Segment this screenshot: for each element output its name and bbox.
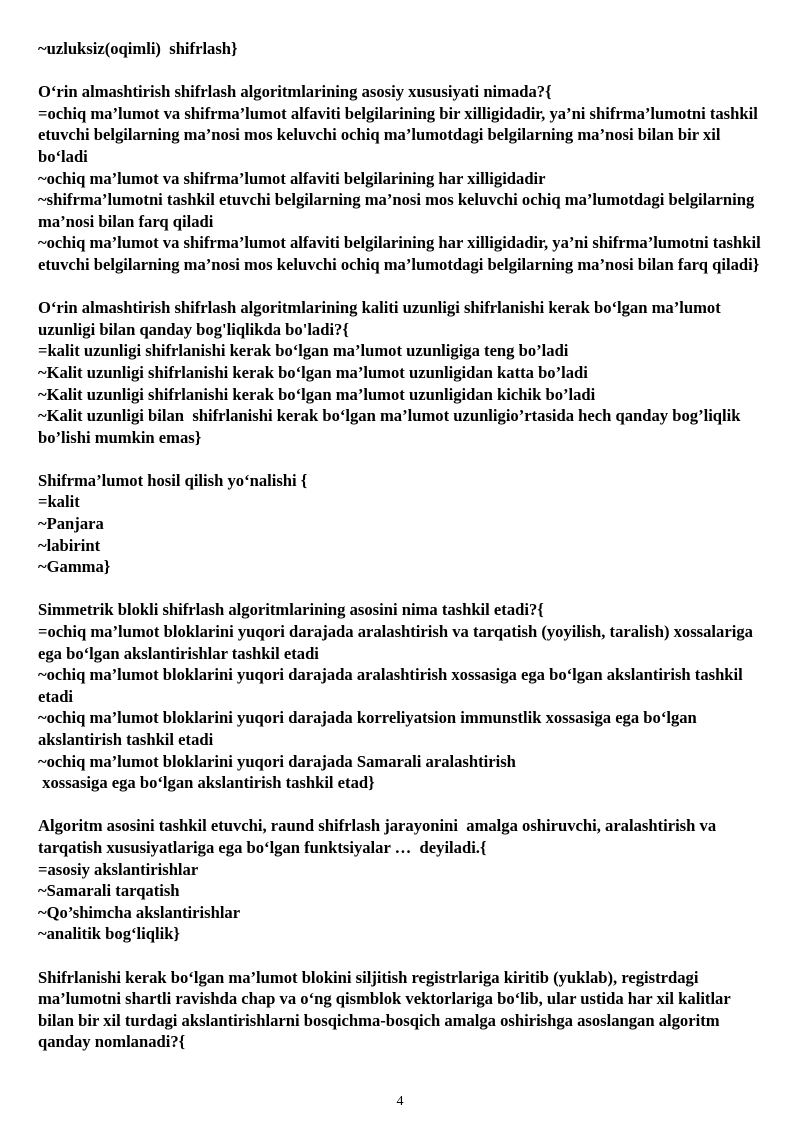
answer-option: ~Qo’shimcha akslantirishlar [38, 902, 241, 922]
answer-correct: =asosiy akslantirishlar [38, 859, 199, 879]
question-block [38, 297, 768, 448]
answer-option: ~ochiq ma’lumot bloklarini yuqori darajada korreliyatsion immunstlik xossasiga ega bo‘lgan akslantirish tashkil etadi [38, 708, 701, 749]
answer-correct: =ochiq ma’lumot bloklarini yuqori darajada aralashtirish va tarqatish (yoyilish, taralish) xossalariga ega bo‘lgan akslantirishlar tashkil etadi [38, 622, 758, 663]
answer-option: ~Gamma} [38, 557, 111, 577]
question-text: Shifrlanishi kerak bo‘lgan ma’lumot blokini siljitish registrlariga kiritib (yuklab), registrdagi ma’lumotni shartli ravishda chap va o‘ng qismblok vektorlariga bo‘lib, ular ustida har xil kalitlar bilan bir xil turdagi akslantirishlarni bosqichma-bosqich amalga oshirishga asoslangan algoritm qanday nomlanadi?{ [38, 967, 735, 1052]
question-block [38, 38, 768, 60]
answer-option: ~Panjara [38, 514, 104, 534]
question-text: Simmetrik blokli shifrlash algoritmlarining asosini nima tashkil etadi?{ [38, 600, 544, 620]
question-text: Shifrma’lumot hosil qilish yo‘nalishi { [38, 470, 308, 490]
answer-option: ~ochiq ma’lumot va shifrma’lumot alfaviti belgilarining har xilligidadir, ya’ni shifrma’lumotni tashkil etuvchi belgilarning ma’nosi mos keluvchi ochiq ma’lumotdagi belgilarning ma’nosi bilan farq qiladi} [38, 233, 765, 274]
answer-correct: =kalit uzunligi shifrlanishi kerak bo‘lgan ma’lumot uzunligiga teng bo’ladi [38, 341, 569, 361]
answer-option: ~analitik bog‘liqlik} [38, 924, 180, 944]
answer-option: ~Samarali tarqatish [38, 881, 180, 901]
answer-option: ~Kalit uzunligi shifrlanishi kerak bo‘lgan ma’lumot uzunligidan katta bo’ladi [38, 362, 588, 382]
text-line: ~uzluksiz(oqimli) shifrlash} [38, 39, 238, 58]
answer-correct: =kalit [38, 492, 80, 512]
question-block [38, 967, 768, 1053]
question-text: O‘rin almashtirish shifrlash algoritmlarining kaliti uzunligi shifrlanishi kerak bo‘lgan ma’lumot uzunligi bilan qanday bog'liqlikda bo'ladi?{ [38, 298, 725, 339]
question-block [38, 81, 768, 275]
question-block [38, 599, 768, 793]
question-text: O‘rin almashtirish shifrlash algoritmlarining asosiy xususiyati nimada?{ [38, 82, 552, 102]
answer-correct: =ochiq ma’lumot va shifrma’lumot alfaviti belgilarining bir xilligidadir, ya’ni shifrma’lumotni tashkil etuvchi belgilarning ma’nosi mos keluvchi ochiq ma’lumotdagi belgilarning ma’nosi bilan bir xil bo‘ladi [38, 103, 762, 166]
question-text: Algoritm asosini tashkil etuvchi, raund shifrlash jarayonini amalga oshiruvchi, aralashtirish va tarqatish xususiyatlariga ega bo‘lgan funktsiyalar … deyiladi.{ [38, 816, 721, 857]
answer-option: ~Kalit uzunligi shifrlanishi kerak bo‘lgan ma’lumot uzunligidan kichik bo’ladi [38, 384, 596, 404]
question-block [38, 815, 768, 945]
answer-option: ~shifrma’lumotni tashkil etuvchi belgilarning ma’nosi mos keluvchi ochiq ma’lumotdagi belgilarning ma’nosi bilan farq qiladi [38, 190, 759, 231]
answer-option-continuation: xossasiga ega bo‘lgan akslantirish tashkil etad} [38, 773, 375, 793]
answer-option: ~labirint [38, 535, 101, 555]
answer-option: ~Kalit uzunligi bilan shifrlanishi kerak bo‘lgan ma’lumot uzunligio’rtasida hech qanday bog’liqlik bo’lishi mumkin emas} [38, 406, 745, 447]
answer-option: ~ochiq ma’lumot va shifrma’lumot alfaviti belgilarining har xilligidadir [38, 168, 546, 188]
answer-option: ~ochiq ma’lumot bloklarini yuqori darajada Samarali aralashtirish [38, 751, 516, 771]
question-block [38, 470, 768, 578]
document-page [38, 38, 768, 1075]
page-number: 4 [396, 1094, 404, 1109]
answer-option: ~ochiq ma’lumot bloklarini yuqori darajada aralashtirish xossasiga ega bo‘lgan akslantirish tashkil etadi [38, 665, 747, 706]
